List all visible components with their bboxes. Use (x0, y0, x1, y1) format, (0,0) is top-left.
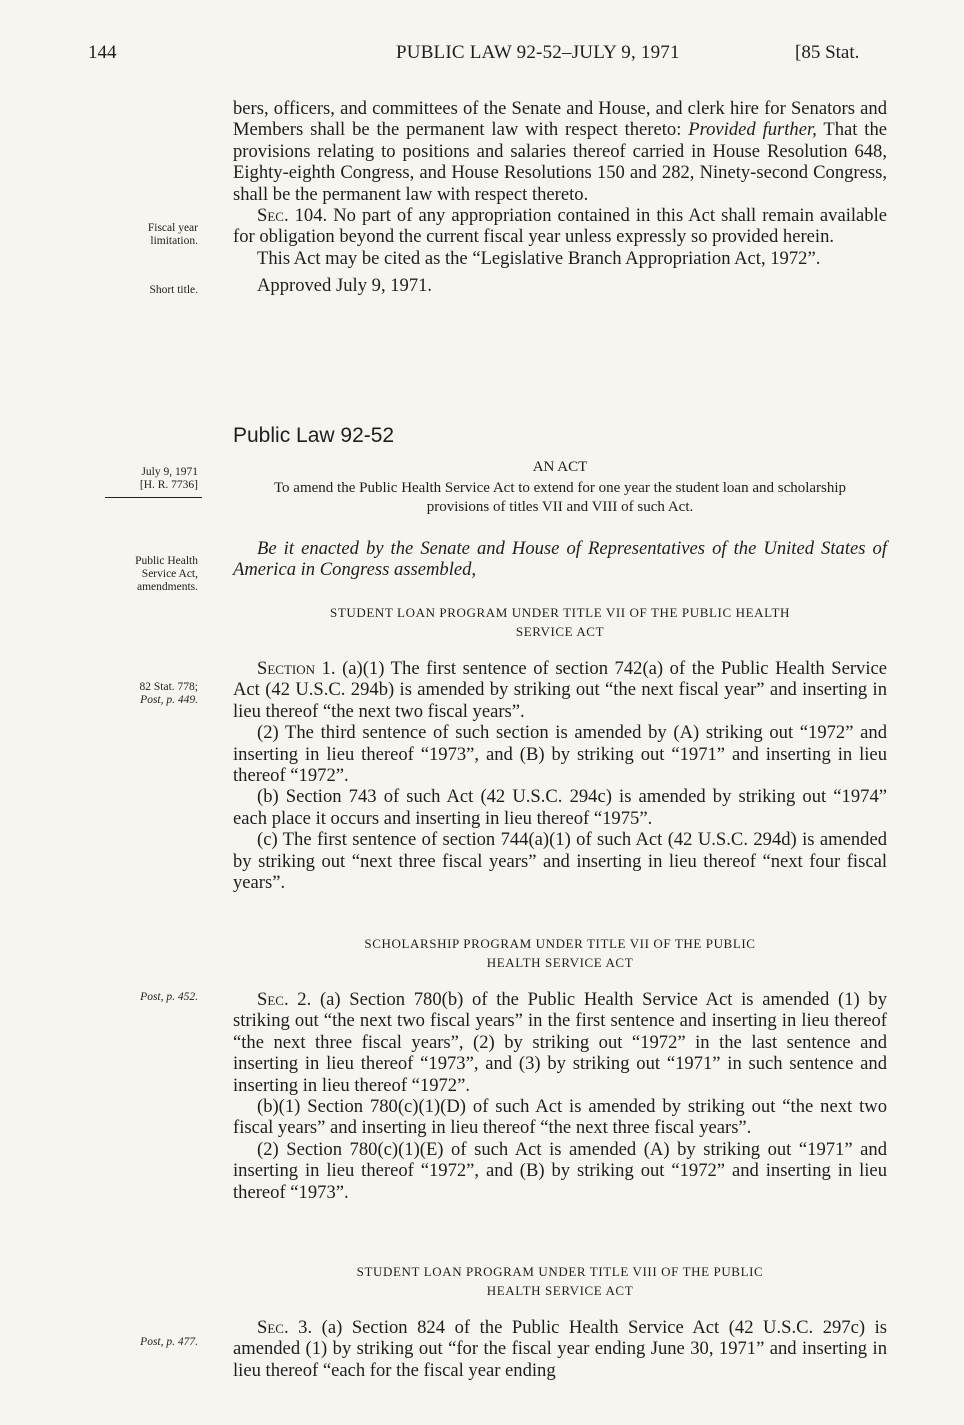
section-2: Sec. 2. (a) Section 780(b) of the Public Health Service Act is amended (1) by striking out “the next two fiscal years” in the first sentence and inserting in lieu thereof “the next three fiscal years”, (2) by striking out “1972” in the last sentence and inserting in lieu thereof “1973”, and (3) by striking out “1971” in such sentence and inserting in lieu thereof “1972”. (b)(1) Section 780(c)(1)(D) of such Act is amended by striking out “the next two fiscal years” and inserting in lieu thereof “the next three fiscal years”. (2) Section 780(c)(1)(E) of such Act is amended (A) by striking out “1971” and inserting in lieu thereof “1972”, and (B) by striking out “1972” and inserting in lieu thereof “1973”. (233, 989, 887, 1203)
section-3: Sec. 3. (a) Section 824 of the Public Health Service Act (42 U.S.C. 297c) is amended (1) by striking out “for the fiscal year ending June 30, 1971” and inserting in lieu thereof “each for the fiscal year ending (233, 1317, 887, 1381)
short-title-text: This Act may be cited as the “Legislative Branch Appropriation Act, 1972”. (257, 247, 821, 269)
an-act-label: AN ACT (532, 459, 588, 475)
margin-note-short-title: Short title. (149, 284, 198, 296)
paragraph: bers, officers, and committees of the Senate and House, and clerk hire for Senators and Members shall be the permanent law with respect thereto: Provided further, That the provisions relating to positions and salaries thereof carried in House Resolution 648, Eighty-eighth Congress, and House Resolutions 150 and 282, Ninety-second Congress, shall be the permanent law with respect thereto. (233, 98, 887, 205)
public-law-title: Public Law 92-52 (233, 424, 395, 447)
margin-note-public-health: Public Health Service Act, amendments. (135, 555, 198, 593)
enacting-clause: Be it enacted by the Senate and House of Representatives of the United States of America in Congress assembled, (233, 538, 887, 581)
margin-note-date: July 9, 1971 [H. R. 7736] (139, 466, 198, 491)
page-number: 144 (88, 42, 117, 63)
heading-student-loan-title-vii: STUDENT LOAN PROGRAM UNDER TITLE VII OF THE PUBLIC HEALTH SERVICE ACT (330, 605, 790, 639)
heading-student-loan-title-viii: STUDENT LOAN PROGRAM UNDER TITLE VIII OF THE PUBLIC HEALTH SERVICE ACT (356, 1264, 764, 1298)
act-purpose: To amend the Public Health Service Act to extend for one year the student loan and scholarship provisions of titles VII and VIII of such Act. (273, 480, 847, 515)
margin-note-post-477: Post, p. 477. (140, 1336, 198, 1348)
section-104: Sec. 104. No part of any appropriation contained in this Act shall remain available for obligation beyond the current fiscal year unless expressly so provided herein. (233, 205, 888, 248)
stat-reference: [85 Stat. (795, 42, 860, 63)
approved-line: Approved July 9, 1971. (257, 275, 433, 297)
margin-note-fiscal-year: Fiscal year limitation. (147, 222, 198, 247)
section-1: Section 1. (a)(1) The first sentence of section 742(a) of the Public Health Service Act (42 U.S.C. 294b) is amended by striking out “the next fiscal year” and inserting in lieu thereof “the next two fiscal years”. (2) The third sentence of such section is amended by (A) striking out “1972” and inserting in lieu thereof “1973”, and (B) by striking out “1971” and inserting in lieu thereof “1972”. (b) Section 743 of such Act (42 U.S.C. 294c) is amended by striking out “1974” each place it occurs and inserting in lieu thereof “1975”. (c) The first sentence of section 744(a)(1) of such Act (42 U.S.C. 294d) is amended by striking out “next three fiscal years” and inserting in lieu thereof “next four fiscal years”. (233, 658, 888, 894)
margin-rule (105, 497, 202, 498)
page-header (0, 42, 964, 72)
running-title: PUBLIC LAW 92-52–JULY 9, 1971 (396, 42, 680, 63)
margin-note-post-452: Post, p. 452. (140, 991, 198, 1003)
heading-scholarship-title-vii: SCHOLARSHIP PROGRAM UNDER TITLE VII OF THE PUBLIC HEALTH SERVICE ACT (364, 936, 756, 970)
previous-law-continuation (233, 98, 887, 297)
margin-note-stat-ref: 82 Stat. 778; Post, p. 449. (139, 681, 198, 706)
